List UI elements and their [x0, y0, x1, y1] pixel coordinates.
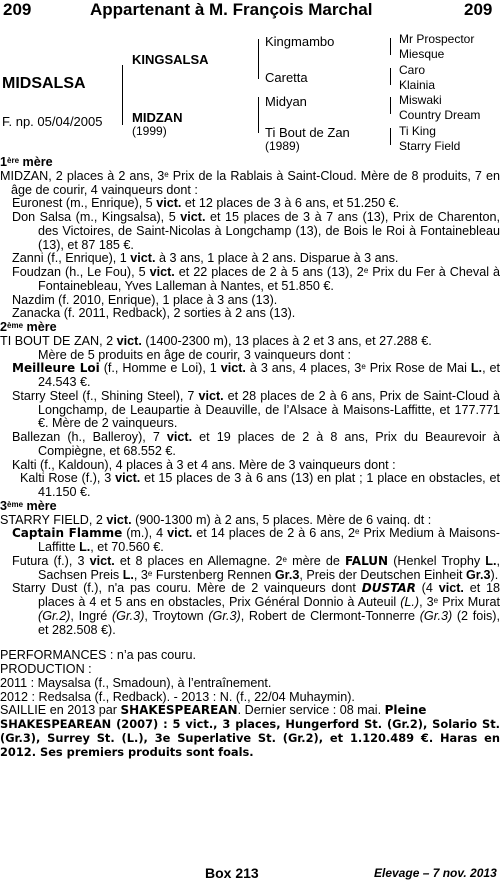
dam-year: (1999): [132, 124, 167, 138]
box-number: Box 213: [205, 865, 259, 881]
dam-sire: Midyan: [265, 94, 307, 109]
sire-name: KINGSALSA: [132, 52, 209, 67]
stallion-summary: SHAKESPEAREAN (2007) : 5 vict., 3 places, Hungerford St. (Gr.2), Solario St. (Gr.3), Surrey St. (L.), 3e Superlative St. (Gr.2), et 1.120.489 €. Haras en 2012. Ses premiers produits sont foals.: [0, 717, 500, 759]
saillie-line: SAILLIE en 2013 par SHAKESPEAREAN. Dernier service : 08 mai. Pleine: [0, 703, 427, 718]
dam-name: MIDZAN: [132, 110, 183, 125]
ggp-3: Caro: [399, 63, 426, 77]
ggp-5: Miswaki: [399, 93, 442, 107]
section-heading-mere-1: 1ère mère: [0, 155, 53, 169]
pedigree-bracket-3d: [390, 128, 391, 145]
section-heading-mere-2: 2ème mère: [0, 320, 57, 334]
section-heading-mere-3: 3ème mère: [0, 498, 57, 513]
produce-meilleure-loi: Meilleure Loi (f., Homme e Loi), 1 vict. à 3 ans, 4 places, 3e Prix Rose de Mai L., et 24.543 €.: [12, 361, 500, 389]
ggp-4: Klainia: [399, 78, 436, 92]
produce-futura: Futura (f.), 3 vict. et 8 places en Allemagne. 2e mère de FALUN (Henkel Trophy L., Sachsen Preis L., 3e Furstenberg Rennen Gr.3, Preis der Deutschen Einheit Gr.3).: [12, 553, 500, 582]
dam-2-line: TI BOUT DE ZAN, 2 vict. (1400-2300 m), 13 places à 2 et 3 ans, et 27.288 €.: [0, 333, 432, 348]
ggp-2: Miesque: [399, 47, 445, 61]
performances: PERFORMANCES : n’a pas couru.: [0, 648, 196, 663]
produce-kalti: Kalti (f., Kaldoun), 4 places à 3 et 4 ans. Mère de 3 vainqueurs dont :: [12, 457, 396, 472]
production-2012-2013: 2012 : Redsalsa (f., Redback). - 2013 : N. (f., 22/04 Muhaymin).: [0, 689, 355, 704]
pedigree-bracket-2b: [258, 97, 259, 133]
dam-1-paragraph: MIDZAN, 2 places à 2 ans, 3e Prix de la Rablais à Saint-Cloud. Mère de 8 produits, 7 en âge de courir, 4 vainqueurs dont :: [0, 168, 500, 197]
produce-ballezan: Ballezan (h., Balleroy), 7 vict. et 19 places de 2 à 8 ans, Prix du Beaurevoir à Compiègne, et 68.552 €.: [12, 430, 500, 458]
produce-kalti-rose: Kalti Rose (f.), 3 vict. et 15 places de 3 à 6 ans (13) en plat ; 1 place en obstacles, et 41.150 €.: [20, 471, 500, 499]
produce-zanacka: Zanacka (f. 2011, Redback), 2 sorties à 2 ans (13).: [12, 306, 296, 321]
page-number-right: 209: [464, 0, 493, 19]
horse-info: F. np. 05/04/2005: [2, 114, 103, 129]
dam-3-line: STARRY FIELD, 2 vict. (900-1300 m) à 2 ans, 5 places. Mère de 6 vainq. dt :: [0, 512, 432, 527]
catalogue-body: [0, 156, 500, 759]
sire-dam: Caretta: [265, 70, 308, 85]
produce-captain-flamme: Captain Flamme (m.), 4 vict. et 14 places de 2 à 6 ans, 2e Prix Medium à Maisons-Laffitte L., et 70.560 €.: [12, 526, 500, 554]
pedigree-bracket-3a: [390, 38, 391, 55]
ggp-7: Ti King: [399, 124, 436, 138]
pedigree-bracket-1: [122, 65, 123, 125]
pedigree-bracket-3c: [390, 97, 391, 114]
production-heading: PRODUCTION :: [0, 662, 92, 676]
dam-2-summary: Mère de 5 produits en âge de courir, 3 vainqueurs dont :: [38, 347, 351, 362]
produce-euronest: Euronest (m., Enrique), 5 vict. et 12 places de 3 à 6 ans, et 51.250 €.: [12, 196, 400, 211]
footer-issue: Elevage – 7 nov. 2013: [374, 866, 497, 880]
dam-dam: Ti Bout de Zan: [265, 125, 350, 140]
pedigree-bracket-3b: [390, 68, 391, 85]
produce-don-salsa: Don Salsa (m., Kingsalsa), 5 vict. et 15 places de 3 à 7 ans (13), Prix de Charenton, des Victoires, de Saint-Nicolas à Longchamp (13), de Bois le Roi à Fontainebleau (13), et 87 185 €.: [12, 210, 500, 252]
produce-foudzan: Foudzan (h., Le Fou), 5 vict. et 22 places de 2 à 5 ans (13), 2e Prix du Fer à Cheval à Fontainebleau, Yves Lalleman à Nantes, et 51.850 €.: [12, 265, 500, 293]
ggp-8: Starry Field: [399, 139, 461, 153]
produce-nazdim: Nazdim (f. 2010, Enrique), 1 place à 3 ans (13).: [12, 292, 278, 307]
produce-starry-dust: Starry Dust (f.), n'a pas couru. Mère de 2 vainqueurs dont DUSTAR (4 vict. et 18 places à 4 et 5 ans en obstacles, Prix Général Donnio à Auteuil (L.), 3e Prix Murat (Gr.2), Ingré (Gr.3), Troytown (Gr.3), Robert de Clermont-Tonnerre (Gr.3) (2 fois), et 282.508 €).: [12, 581, 500, 637]
sire-sire: Kingmambo: [265, 34, 335, 49]
page-number-left: 209: [3, 0, 32, 19]
page-title: Appartenant à M. François Marchal: [90, 0, 373, 19]
ggp-1: Mr Prospector: [399, 32, 475, 46]
dam-dam-year: (1989): [265, 139, 300, 153]
horse-name: MIDSALSA: [2, 75, 86, 92]
ggp-6: Country Dream: [399, 108, 481, 122]
pedigree-bracket-2a: [258, 39, 259, 79]
produce-zanni: Zanni (f., Enrique), 1 vict. à 3 ans, 1 place à 2 ans. Disparue à 3 ans.: [12, 251, 399, 266]
produce-starry-steel: Starry Steel (f., Shining Steel), 7 vict. et 28 places de 2 à 6 ans, Prix de Saint-Cloud à Longchamp, de Leaupartie à Deauville, de l’Alsace à Maisons-Laffitte, et 177.771 €. Mère de 2 vainqueurs.: [12, 388, 500, 431]
production-2011: 2011 : Maysalsa (f., Smadoun), à l’entraînement.: [0, 675, 272, 690]
